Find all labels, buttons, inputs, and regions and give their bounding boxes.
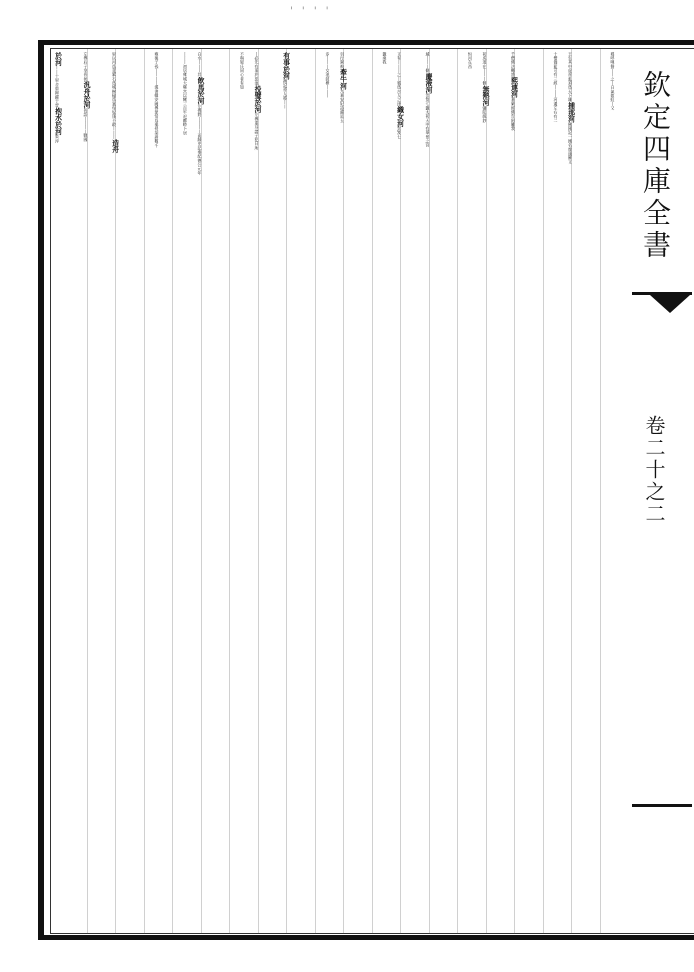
annotation-text: 穆呼哩贊丨丨之丨白氣如虹丨又 bbox=[611, 52, 616, 111]
annotation-text: 雲笈七 bbox=[397, 126, 403, 140]
annotation-text: 左傳重耳謂子犯曰所 bbox=[255, 112, 260, 151]
annotation-text: 丨丨十里舍車 bbox=[55, 65, 61, 91]
annotation-text: 恒河在西 bbox=[468, 52, 474, 69]
text-column bbox=[338, 52, 372, 932]
text-column bbox=[600, 52, 629, 932]
margin-title: 欽定四庫全書 bbox=[639, 70, 672, 262]
entry-heading: 熙連河 bbox=[509, 76, 518, 98]
annotation-text: 歸糴于晉 bbox=[55, 90, 61, 108]
annotation-text: 戰國 bbox=[84, 133, 89, 142]
text-column bbox=[395, 52, 429, 932]
column-rule bbox=[258, 49, 259, 934]
text-column bbox=[196, 52, 230, 932]
entry-heading: 汎舟於河 bbox=[82, 81, 90, 109]
annotation-text: 彌陀疏鈔 bbox=[483, 105, 488, 123]
column-rule bbox=[201, 49, 202, 934]
annotation-text: 九華安妃詩濯足玉 bbox=[340, 89, 346, 123]
text-column bbox=[82, 52, 116, 932]
column-rule bbox=[457, 49, 458, 934]
text-column bbox=[372, 52, 401, 932]
annotation-text: 籤乘我 bbox=[383, 52, 388, 65]
margin-strip bbox=[632, 60, 692, 940]
column-rule bbox=[543, 49, 544, 934]
annotation-text: 十僧伽藍可有三 bbox=[554, 52, 559, 82]
annotation-text: 經丨丨丨河邊左右有二 bbox=[554, 81, 559, 123]
text-column bbox=[315, 52, 344, 932]
text-column bbox=[424, 52, 458, 932]
entry-heading: 織女河 bbox=[395, 106, 404, 127]
entry-heading: 造舟 bbox=[110, 139, 119, 153]
column-rule bbox=[172, 49, 173, 934]
text-column bbox=[457, 52, 486, 932]
text-column bbox=[543, 52, 572, 932]
column-rule bbox=[429, 49, 430, 934]
annotation-text: 一國名摩頭羅又 bbox=[568, 134, 574, 165]
annotation-text: 初居雍城大鄭宫以犧三百牢祀鄜畤卜居 bbox=[183, 64, 189, 136]
top-mark: ' ' ' ' bbox=[290, 6, 332, 17]
text-column bbox=[253, 52, 287, 932]
text-column bbox=[509, 52, 543, 932]
text-column bbox=[110, 52, 144, 932]
column-rule bbox=[229, 49, 230, 934]
column-rule bbox=[600, 49, 601, 934]
column-rule bbox=[372, 49, 373, 934]
annotation-text: 羽行駕飛 bbox=[340, 52, 346, 69]
fish-tail-bottom-rule bbox=[632, 804, 692, 807]
annotation-text: 又有丨丨丨之丨號爲吉人之津 bbox=[397, 52, 403, 107]
annotation-text: 策淳 bbox=[55, 134, 61, 144]
annotation-text: 不與舅氏同心者有如 bbox=[240, 52, 246, 90]
entry-heading: 於河 bbox=[53, 52, 62, 66]
annotation-text: 白水丨丨丨其 bbox=[198, 52, 203, 77]
annotation-text: 華嚴經佛告阿難我 bbox=[511, 97, 517, 131]
text-column bbox=[172, 52, 201, 932]
text-column bbox=[281, 52, 315, 932]
annotation-text: 女池鼓枻丨丨丨 bbox=[326, 68, 331, 98]
annotation-text: 雍後子孫丨丨丨丨漢書韓安國傳蒙恬爲秦侵胡辟數千 bbox=[155, 52, 160, 148]
text-column bbox=[53, 52, 87, 932]
column-rule bbox=[315, 49, 316, 934]
entry-heading: 有事於河 bbox=[281, 52, 290, 80]
annotation-text: 左傳將丨丨丨丨而歸史記秦紀德公元年 bbox=[198, 104, 203, 176]
text-column bbox=[144, 52, 173, 932]
annotation-text: 禮記晉人將丨丨 bbox=[283, 79, 289, 109]
annotation-text: 里以河爲竟累石爲城樹榆爲塞匈奴遂不敢丨丨丨 bbox=[112, 52, 118, 140]
text-column bbox=[481, 52, 515, 932]
entry-heading: 捕那河 bbox=[566, 101, 575, 123]
entry-heading: 投璧於河 bbox=[253, 85, 261, 113]
entry-heading: 牽牛河 bbox=[338, 68, 347, 90]
entry-heading: 抱水於河 bbox=[53, 107, 62, 135]
entry-heading: 飲馬於河 bbox=[196, 76, 204, 105]
column-rule bbox=[486, 49, 487, 934]
column-rule bbox=[144, 49, 145, 934]
annotation-text: 域丨丨丨側 bbox=[426, 52, 431, 73]
annotation-text: 步丨丨丨 bbox=[326, 52, 331, 69]
annotation-text: 丨丨丨 bbox=[183, 52, 189, 65]
annotation-text: 王生其中虎首虬須爲天下雄 bbox=[568, 52, 574, 102]
annotation-text: 千僧佛法轉盛 bbox=[511, 52, 517, 77]
annotation-text: 左傳后子享晉侯 bbox=[84, 52, 89, 82]
entry-heading: 無熱河 bbox=[481, 85, 489, 106]
annotation-text: 佛國記 bbox=[568, 122, 574, 135]
annotation-text: 丨必先有事於惡池 bbox=[255, 52, 260, 86]
column-rule bbox=[87, 49, 88, 934]
margin-volume: 卷二十之二 bbox=[642, 415, 666, 525]
fish-tail-mark bbox=[650, 295, 690, 313]
annotation-text: 初成道在丨丨丨側 bbox=[483, 52, 488, 86]
text-column bbox=[566, 52, 600, 932]
text-column bbox=[229, 52, 258, 932]
annotation-text: 雲笈七籤太初天中有華景之宫 bbox=[426, 93, 431, 148]
annotation-text: 晉語丨丨丨丨 bbox=[84, 108, 89, 134]
entry-heading: 慶液河 bbox=[424, 72, 432, 94]
